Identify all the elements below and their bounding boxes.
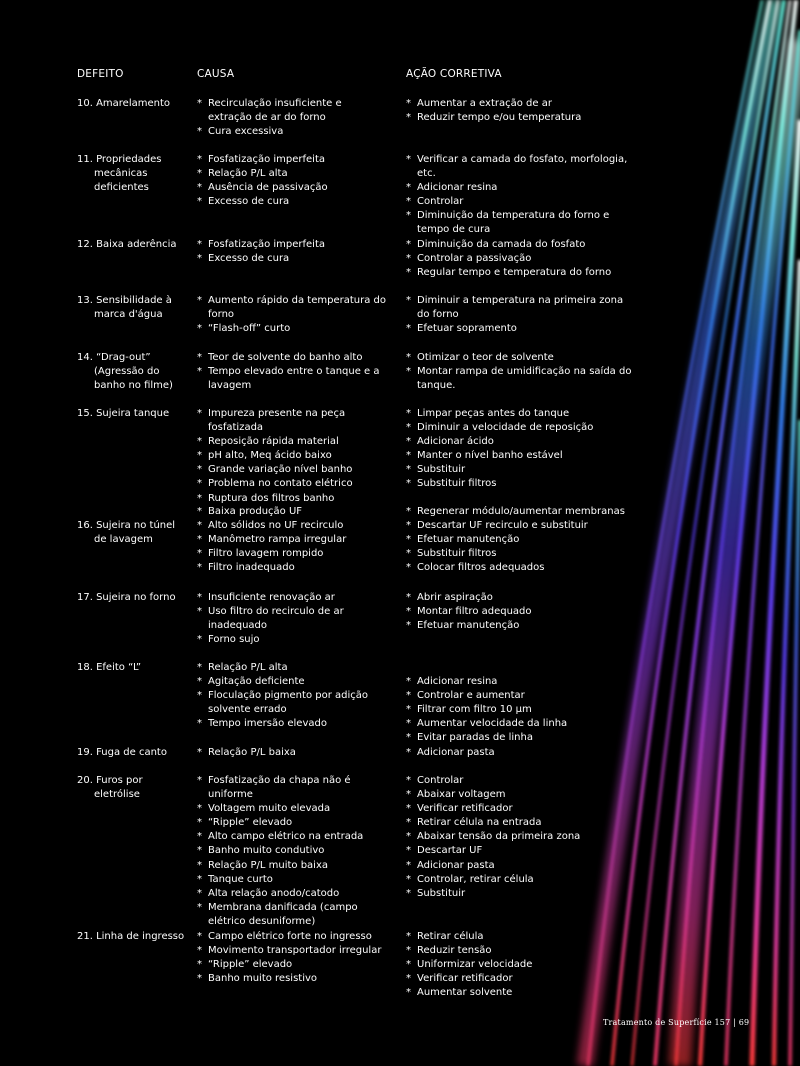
cause-item [197, 675, 387, 689]
cause-item-text: Tempo elevado entre o tanque e a lavagem [208, 366, 380, 392]
defect-label: 13. Sensibilidade à marca d'água [77, 295, 172, 321]
cause-item-text: Banho muito condutivo [208, 845, 325, 857]
action-item-text: Evitar paradas de linha [417, 732, 533, 744]
action-item-text: Adicionar resina [417, 676, 498, 688]
bullet-asterisk-icon: * [406, 239, 411, 250]
bullet-asterisk-icon: * [197, 126, 202, 138]
bullet-asterisk-icon: * [197, 676, 202, 688]
bullet-asterisk-icon: * [197, 901, 202, 913]
bullet-asterisk-icon: * [406, 196, 411, 208]
bullet-asterisk-icon: * [406, 789, 411, 801]
bullet-asterisk-icon: * [197, 817, 202, 829]
cause-item [197, 830, 387, 844]
bullet-asterisk-icon: * [406, 718, 411, 730]
cause-item [197, 167, 387, 181]
action-item [406, 717, 636, 731]
bullet-asterisk-icon: * [197, 154, 202, 165]
action-item-text: Reduzir tempo e/ou temperatura [417, 112, 582, 124]
cause-item-text: Ausência de passivação [208, 182, 328, 194]
bullet-asterisk-icon: * [406, 859, 411, 871]
cause-item-text: Aumento rápido da temperatura do forno [208, 295, 386, 321]
bullet-asterisk-icon: * [406, 210, 411, 222]
bullet-asterisk-icon: * [197, 478, 202, 490]
bullet-asterisk-icon: * [197, 887, 202, 899]
cause-item-text: Relação P/L muito baixa [208, 859, 329, 871]
defect-label: 16. Sujeira no túnel de lavagem [77, 520, 176, 546]
action-item-text: Retirar célula [417, 931, 484, 942]
action-item-text: Diminuição da camada do fosfato [417, 239, 586, 250]
bullet-asterisk-icon: * [197, 831, 202, 843]
bullet-asterisk-icon: * [406, 506, 411, 517]
bullet-asterisk-icon: * [197, 873, 202, 885]
action-item [406, 887, 636, 901]
action-item-text: Adicionar resina [417, 182, 498, 194]
header-action: AÇÃO CORRETIVA [406, 68, 502, 80]
bullet-asterisk-icon: * [197, 492, 202, 504]
bullet-asterisk-icon: * [406, 478, 411, 490]
cause-item-text: Impureza presente na peça fosfatizada [208, 408, 346, 434]
bullet-asterisk-icon: * [197, 548, 202, 560]
cause-item [197, 533, 387, 547]
bullet-asterisk-icon: * [197, 959, 202, 971]
action-item [406, 407, 636, 421]
action-item-text: Substituir filtros [417, 548, 497, 560]
action-item [406, 703, 636, 717]
action-item-text: Adicionar pasta [417, 747, 495, 758]
action-item [406, 252, 636, 266]
action-item [406, 153, 636, 181]
action-item-text: Montar filtro adequado [417, 606, 532, 618]
action-item-text: Substituir [417, 887, 466, 899]
bullet-asterisk-icon: * [406, 845, 411, 857]
action-item-text: Colocar filtros adequados [417, 562, 545, 574]
bullet-asterisk-icon: * [197, 592, 202, 603]
bullet-asterisk-icon: * [406, 873, 411, 885]
bullet-asterisk-icon: * [406, 690, 411, 702]
cause-item [197, 519, 387, 533]
bullet-asterisk-icon: * [197, 168, 202, 180]
bullet-asterisk-icon: * [406, 366, 411, 378]
bullet-asterisk-icon: * [197, 634, 202, 646]
cause-item-text: Relação P/L baixa [208, 747, 296, 758]
action-item-text: Uniformizar velocidade [417, 959, 533, 971]
action-item-text: Substituir filtros [417, 478, 497, 490]
cause-item [197, 252, 387, 266]
bullet-asterisk-icon: * [406, 154, 411, 165]
action-item [406, 675, 636, 689]
bullet-asterisk-icon: * [406, 520, 411, 532]
cause-item [197, 294, 387, 322]
cause-item-text: Insuficiente renovação ar [208, 592, 335, 603]
bullet-asterisk-icon: * [197, 295, 202, 306]
bullet-asterisk-icon: * [406, 450, 411, 462]
bullet-asterisk-icon: * [406, 295, 411, 306]
action-item [406, 547, 636, 561]
action-item [406, 294, 636, 322]
action-item [406, 533, 636, 547]
action-item [406, 519, 636, 533]
action-item [406, 238, 636, 252]
action-item [406, 788, 636, 802]
cause-item [197, 195, 387, 209]
action-item-text: Otimizar o teor de solvente [417, 352, 554, 363]
cause-item-text: Manômetro rampa irregular [208, 534, 347, 546]
cause-item-text: Ruptura dos filtros banho [208, 492, 335, 504]
action-item-text: Aumentar velocidade da linha [417, 718, 568, 730]
action-item-text: Verificar retificador [417, 803, 513, 815]
action-item-text: Diminuição da temperatura do forno e tempo de cura [417, 210, 610, 236]
cause-item-text: Alto campo elétrico na entrada [208, 831, 364, 843]
action-item [406, 802, 636, 816]
bullet-asterisk-icon: * [406, 352, 411, 363]
action-item-text: Controlar [417, 775, 464, 786]
defect-label: 18. Efeito “L” [77, 662, 142, 673]
cause-item-text: Fosfatização imperfeita [208, 154, 326, 165]
cause-item-text: Fosfatização da chapa não é uniforme [208, 775, 351, 801]
cause-item [197, 463, 387, 477]
bullet-asterisk-icon: * [406, 620, 411, 632]
cause-item [197, 125, 387, 139]
bullet-asterisk-icon: * [406, 436, 411, 448]
cause-item-text: Membrana danificada (campo elétrico desuniforme) [208, 901, 358, 927]
bullet-asterisk-icon: * [197, 747, 202, 758]
action-item [406, 591, 636, 605]
bullet-asterisk-icon: * [197, 366, 202, 378]
action-item-text: Descartar UF recirculo e substituir [417, 520, 588, 532]
bullet-asterisk-icon: * [197, 506, 202, 517]
action-item-text: Aumentar a extração de ar [417, 98, 552, 109]
bullet-asterisk-icon: * [197, 973, 202, 985]
action-item [406, 266, 636, 280]
action-item-text: Aumentar solvente [417, 987, 513, 999]
bullet-asterisk-icon: * [197, 718, 202, 730]
page-footer: Tratamento de Superfície 157 | 69 [603, 1018, 750, 1027]
action-item-text: Controlar [417, 196, 464, 208]
cause-item-text: Agitação deficiente [208, 676, 305, 688]
cause-item-text: Filtro inadequado [208, 562, 295, 574]
bullet-asterisk-icon: * [197, 196, 202, 208]
bullet-asterisk-icon: * [406, 887, 411, 899]
cause-item [197, 477, 387, 491]
header-cause: CAUSA [197, 68, 235, 80]
bullet-asterisk-icon: * [197, 323, 202, 335]
cause-item [197, 972, 387, 986]
bullet-asterisk-icon: * [406, 253, 411, 265]
bullet-asterisk-icon: * [406, 775, 411, 786]
action-item-text: Retirar célula na entrada [417, 817, 542, 829]
cause-item-text: Tempo imersão elevado [208, 718, 327, 730]
action-item [406, 449, 636, 463]
cause-item [197, 561, 387, 575]
action-item [406, 958, 636, 972]
cause-item-text: Floculação pigmento por adição solvente errado [208, 690, 368, 716]
cause-item-text: Fosfatização imperfeita [208, 239, 326, 250]
defect-label: 15. Sujeira tanque [77, 408, 170, 419]
bullet-asterisk-icon: * [197, 859, 202, 871]
bullet-asterisk-icon: * [197, 775, 202, 786]
bullet-asterisk-icon: * [197, 182, 202, 194]
cause-item [197, 547, 387, 561]
action-item-text: Descartar UF [417, 845, 483, 857]
action-item [406, 421, 636, 435]
bullet-asterisk-icon: * [406, 267, 411, 279]
cause-item [197, 505, 387, 519]
cause-item [197, 901, 387, 929]
action-item [406, 746, 636, 760]
cause-item [197, 844, 387, 858]
defect-label: 12. Baixa aderência [77, 239, 177, 250]
bullet-asterisk-icon: * [197, 931, 202, 942]
cause-item [197, 591, 387, 605]
cause-item-text: Grande variação nível banho [208, 464, 353, 476]
cause-item-text: Campo elétrico forte no ingresso [208, 931, 372, 942]
action-item-text: Efetuar manutenção [417, 620, 520, 632]
action-item-text: Abaixar tensão da primeira zona [417, 831, 581, 843]
cause-item-text: Filtro lavagem rompido [208, 548, 324, 560]
bullet-asterisk-icon: * [406, 831, 411, 843]
cause-item [197, 238, 387, 252]
bullet-asterisk-icon: * [197, 945, 202, 957]
cause-item [197, 944, 387, 958]
action-item [406, 930, 636, 944]
bullet-asterisk-icon: * [197, 408, 202, 419]
cause-item [197, 365, 387, 393]
action-item [406, 477, 636, 491]
bullet-asterisk-icon: * [406, 592, 411, 603]
action-item [406, 830, 636, 844]
cause-item [197, 887, 387, 901]
cause-item-text: Excesso de cura [208, 253, 290, 265]
cause-item-text: Banho muito resistivo [208, 973, 318, 985]
bullet-asterisk-icon: * [197, 534, 202, 546]
action-item [406, 731, 636, 745]
action-item [406, 351, 636, 365]
action-item-text: Manter o nível banho estável [417, 450, 563, 462]
action-item [406, 97, 636, 111]
bullet-asterisk-icon: * [406, 732, 411, 744]
bullet-asterisk-icon: * [406, 973, 411, 985]
bullet-asterisk-icon: * [406, 98, 411, 109]
bullet-asterisk-icon: * [197, 662, 202, 673]
defect-label: 14. “Drag-out” (Agressão do banho no filme) [77, 352, 173, 392]
action-item-text: Abaixar voltagem [417, 789, 506, 801]
cause-item-text: Cura excessiva [208, 126, 284, 138]
bullet-asterisk-icon: * [197, 562, 202, 574]
header-defect: DEFEITO [77, 68, 124, 80]
cause-item-text: Voltagem muito elevada [208, 803, 331, 815]
bullet-asterisk-icon: * [197, 450, 202, 462]
action-item [406, 463, 636, 477]
cause-item-text: Alto sólidos no UF recirculo [208, 520, 344, 532]
action-item-text: Controlar e aumentar [417, 690, 525, 702]
bullet-asterisk-icon: * [406, 534, 411, 546]
cause-item [197, 633, 387, 647]
cause-item [197, 492, 387, 506]
cause-item [197, 351, 387, 365]
cause-item-text: Recirculação insuficiente e extração de ar do forno [208, 98, 342, 124]
cause-item [197, 930, 387, 944]
action-item [406, 689, 636, 703]
action-item-text: Efetuar manutenção [417, 534, 520, 546]
bullet-asterisk-icon: * [197, 520, 202, 532]
bullet-asterisk-icon: * [406, 422, 411, 434]
action-item [406, 844, 636, 858]
cause-item [197, 689, 387, 717]
action-item [406, 365, 636, 393]
cause-item [197, 859, 387, 873]
cause-item [197, 322, 387, 336]
defect-label: 20. Furos por eletrólise [77, 775, 143, 801]
action-item [406, 986, 636, 1000]
action-item [406, 181, 636, 195]
action-item [406, 435, 636, 449]
bullet-asterisk-icon: * [197, 690, 202, 702]
action-item-text: Regenerar módulo/aumentar membranas [417, 506, 625, 517]
action-item [406, 972, 636, 986]
cause-item [197, 746, 387, 760]
cause-item [197, 407, 387, 435]
action-item-text: Controlar a passivação [417, 253, 532, 265]
bullet-asterisk-icon: * [406, 747, 411, 758]
bullet-asterisk-icon: * [406, 182, 411, 194]
bullet-asterisk-icon: * [406, 464, 411, 476]
bullet-asterisk-icon: * [197, 253, 202, 265]
action-item [406, 505, 636, 519]
cause-item [197, 661, 387, 675]
cause-item-text: Movimento transportador irregular [208, 945, 382, 957]
action-item [406, 619, 636, 633]
cause-item [197, 774, 387, 802]
cause-item-text: Teor de solvente do banho alto [208, 352, 363, 363]
bullet-asterisk-icon: * [406, 408, 411, 419]
action-item [406, 774, 636, 788]
cause-item-text: Reposição rápida material [208, 436, 339, 448]
cause-item-text: “Ripple” elevado [208, 959, 293, 971]
cause-item [197, 97, 387, 125]
bullet-asterisk-icon: * [406, 987, 411, 999]
action-item [406, 111, 636, 125]
bullet-asterisk-icon: * [197, 239, 202, 250]
action-item-text: Abrir aspiração [417, 592, 493, 603]
defect-label: 21. Linha de ingresso [77, 931, 185, 942]
cause-item-text: Tanque curto [208, 873, 273, 885]
cause-item-text: Relação P/L alta [208, 168, 288, 180]
bullet-asterisk-icon: * [197, 845, 202, 857]
action-item [406, 209, 636, 237]
cause-item-text: Forno sujo [208, 634, 260, 646]
action-item-text: Diminuir a velocidade de reposição [417, 422, 594, 434]
action-item [406, 873, 636, 887]
bullet-asterisk-icon: * [197, 436, 202, 448]
cause-item-text: Uso filtro do recirculo de ar inadequado [208, 606, 344, 632]
bullet-asterisk-icon: * [197, 464, 202, 476]
bullet-asterisk-icon: * [406, 704, 411, 716]
action-item [406, 859, 636, 873]
bullet-asterisk-icon: * [197, 803, 202, 815]
cause-item-text: Excesso de cura [208, 196, 290, 208]
action-item-text: Controlar, retirar célula [417, 873, 534, 885]
action-item-text: Efetuar sopramento [417, 323, 517, 335]
action-item-text: Regular tempo e temperatura do forno [417, 267, 612, 279]
bullet-asterisk-icon: * [406, 676, 411, 688]
action-item [406, 944, 636, 958]
bullet-asterisk-icon: * [197, 352, 202, 363]
cause-item [197, 449, 387, 463]
bullet-asterisk-icon: * [406, 112, 411, 124]
bullet-asterisk-icon: * [197, 98, 202, 109]
action-item-text: Diminuir a temperatura na primeira zona do forno [417, 295, 624, 321]
cause-item [197, 958, 387, 972]
bullet-asterisk-icon: * [197, 606, 202, 618]
action-item [406, 816, 636, 830]
cause-item-text: Relação P/L alta [208, 662, 288, 673]
bullet-asterisk-icon: * [406, 959, 411, 971]
cause-item [197, 181, 387, 195]
action-item-text: Verificar retificador [417, 973, 513, 985]
bullet-asterisk-icon: * [406, 945, 411, 957]
bullet-asterisk-icon: * [406, 606, 411, 618]
cause-item [197, 717, 387, 731]
bullet-asterisk-icon: * [406, 931, 411, 942]
action-item-text: Reduzir tensão [417, 945, 492, 957]
action-item [406, 322, 636, 336]
action-item-text: Adicionar pasta [417, 859, 495, 871]
bullet-asterisk-icon: * [406, 817, 411, 829]
cause-item [197, 802, 387, 816]
action-item-text: Substituir [417, 464, 466, 476]
cause-item-text: Alta relação anodo/catodo [208, 887, 340, 899]
action-item-text: Limpar peças antes do tanque [417, 408, 570, 419]
bullet-asterisk-icon: * [406, 562, 411, 574]
bullet-asterisk-icon: * [406, 323, 411, 335]
cause-item-text: pH alto, Meq ácido baixo [208, 450, 332, 462]
defect-label: 19. Fuga de canto [77, 747, 167, 758]
cause-item-text: “Ripple” elevado [208, 817, 293, 829]
action-item [406, 605, 636, 619]
cause-item [197, 153, 387, 167]
cause-item [197, 435, 387, 449]
cause-item-text: Problema no contato elétrico [208, 478, 353, 490]
cause-item-text: “Flash-off” curto [208, 323, 291, 335]
defect-label: 10. Amarelamento [77, 98, 171, 109]
action-item-text: Adicionar ácido [417, 436, 494, 448]
defect-label: 11. Propriedades mecânicas deficientes [77, 154, 162, 194]
action-item-text: Montar rampa de umidificação na saída do tanque. [417, 366, 632, 392]
cause-item [197, 816, 387, 830]
action-item-text: Verificar a camada do fosfato, morfologia, etc. [417, 154, 628, 180]
cause-item [197, 873, 387, 887]
action-item [406, 195, 636, 209]
bullet-asterisk-icon: * [406, 803, 411, 815]
action-item-text: Filtrar com filtro 10 µm [417, 704, 532, 716]
cause-item-text: Baixa produção UF [208, 506, 303, 517]
cause-item [197, 605, 387, 633]
defect-label: 17. Sujeira no forno [77, 592, 176, 603]
action-item [406, 561, 636, 575]
bullet-asterisk-icon: * [406, 548, 411, 560]
